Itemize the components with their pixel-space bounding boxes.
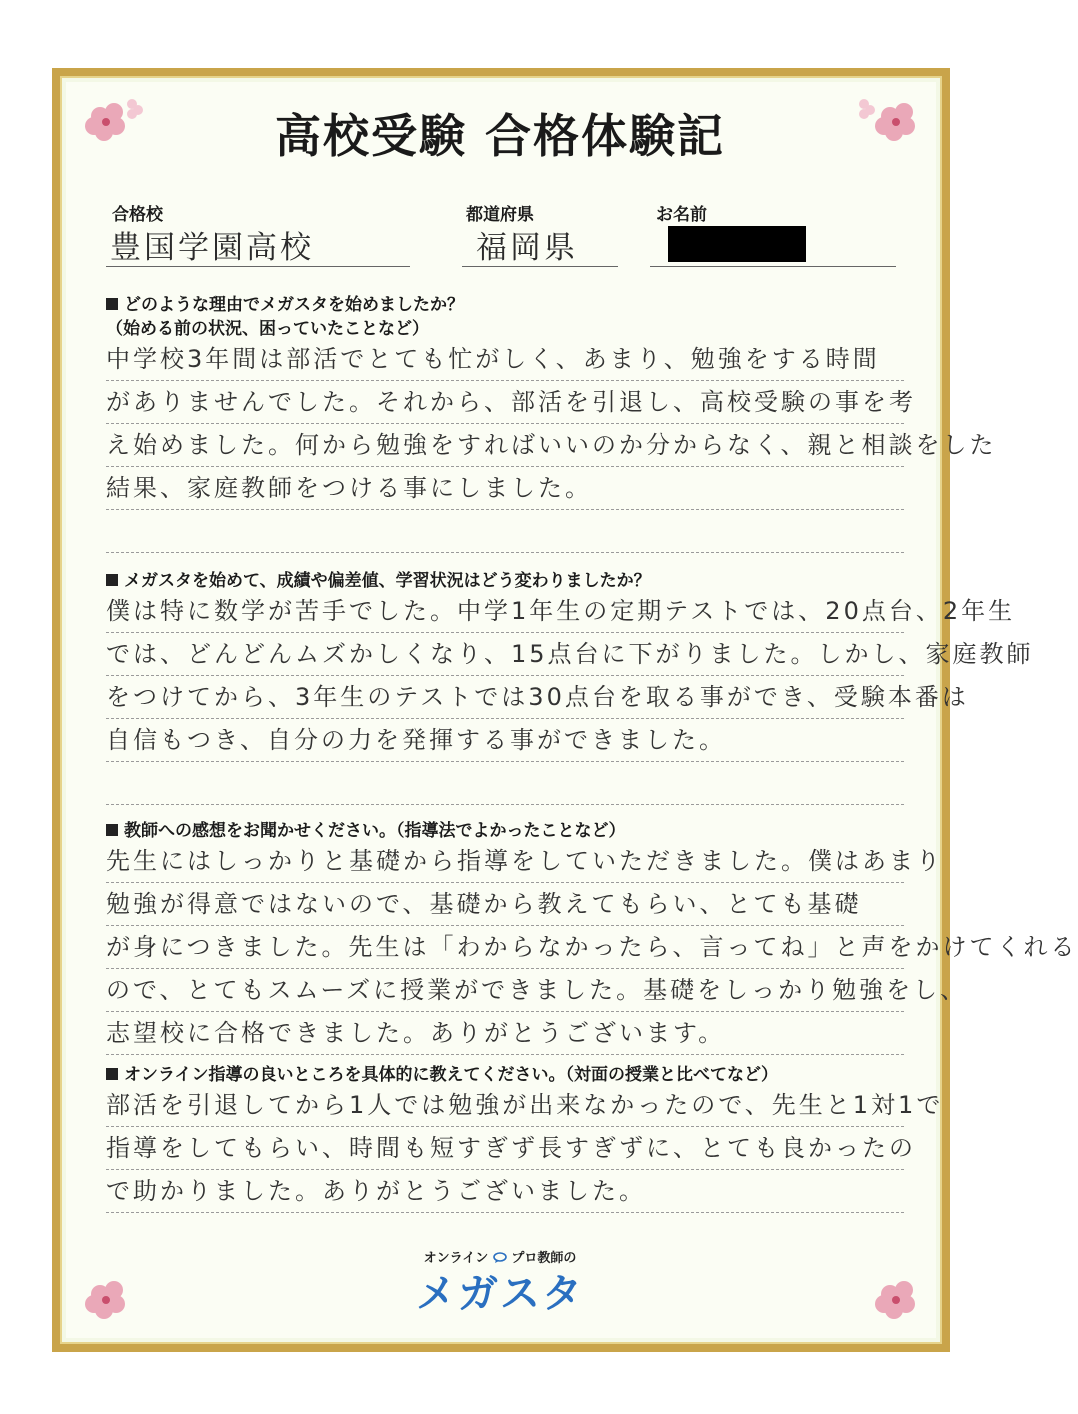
square-bullet-icon	[106, 1068, 118, 1080]
question-1-text: どのような理由でメガスタを始めましたか？	[124, 295, 464, 315]
name-label: お名前	[656, 205, 707, 225]
prefecture-label: 都道府県	[466, 205, 534, 225]
answer-4-line: で助かりました。ありがとうございました。	[106, 1177, 646, 1205]
answer-3-line: 志望校に合格できました。ありがとうございます。	[106, 1019, 726, 1047]
answer-1	[106, 338, 997, 510]
answer-1-line: 結果、家庭教師をつける事にしました。	[106, 474, 592, 502]
question-1-sub: （始める前の状況、困っていたことなど）	[106, 319, 429, 339]
answer-2	[106, 590, 1034, 762]
answer-line	[106, 804, 904, 805]
question-4-text: オンライン指導の良いところを具体的に教えてください。（対面の授業と比べてなど）	[124, 1065, 778, 1085]
page-title: 高校受験 合格体験記	[274, 109, 725, 163]
question-3-text: 教師への感想をお聞かせください。（指導法でよかったことなど）	[124, 821, 626, 841]
square-bullet-icon	[106, 298, 118, 310]
answer-4-line: 部活を引退してから1人では勉強が出来なかったので、先生と1対1で	[106, 1091, 944, 1119]
answer-3-line: 勉強が得意ではないので、基礎から教えてもらい、とても基礎	[106, 890, 862, 918]
school-label: 合格校	[112, 205, 163, 225]
answer-3-line: 先生にはしっかりと基礎から指導をしていただきました。僕はあまり	[106, 847, 943, 875]
school-underline	[106, 266, 410, 267]
question-4	[106, 1060, 778, 1085]
answer-2-line: 自信もつき、自分の力を発揮する事ができました。	[106, 726, 727, 754]
question-2	[106, 566, 651, 591]
prefecture-value: 福岡県	[476, 230, 578, 266]
answer-2-line: をつけてから、3年生のテストでは30点台を取る事ができ、受験本番は	[106, 683, 969, 711]
logo-tagline-start: オンライン	[423, 1251, 489, 1266]
megasta-logo: メガスタ	[416, 1271, 584, 1317]
school-value: 豊国学園高校	[110, 230, 314, 266]
answer-1-line: え始めました。何から勉強をすればいいのか分からなく、親と相談をした	[106, 431, 997, 459]
square-bullet-icon	[106, 824, 118, 836]
answer-line	[106, 552, 904, 553]
question-3	[106, 816, 626, 841]
answer-3-line: が身につきました。先生は「わからなかったら、言ってね」と声をかけてくれる	[106, 933, 1078, 961]
square-bullet-icon	[106, 574, 118, 586]
question-2-text: メガスタを始めて、成績や偏差値、学習状況はどう変わりましたか？	[124, 571, 651, 591]
logo-tagline-end: プロ教師の	[511, 1251, 577, 1266]
answer-1-line: 中学校3年間は部活でとても忙がしく、あまり、勉強をする時間	[106, 345, 880, 373]
name-redaction-box	[668, 226, 806, 262]
answer-2-line: 僕は特に数学が苦手でした。中学1年生の定期テストでは、20点台、2年生	[106, 597, 1016, 625]
answer-3-line: ので、とてもスムーズに授業ができました。基礎をしっかり勉強をし、	[106, 976, 968, 1004]
answer-4	[106, 1084, 944, 1213]
answer-3	[106, 840, 1078, 1055]
answer-4-line: 指導をしてもらい、時間も短すぎず長すぎずに、とても良かったの	[106, 1134, 916, 1162]
question-1	[106, 290, 464, 315]
name-underline	[650, 266, 896, 267]
answer-2-line: では、どんどんムズかしくなり、15点台に下がりました。しかし、家庭教師	[106, 640, 1034, 668]
prefecture-underline	[462, 266, 618, 267]
answer-1-line: がありませんでした。それから、部活を引退し、高校受験の事を考	[106, 388, 916, 416]
